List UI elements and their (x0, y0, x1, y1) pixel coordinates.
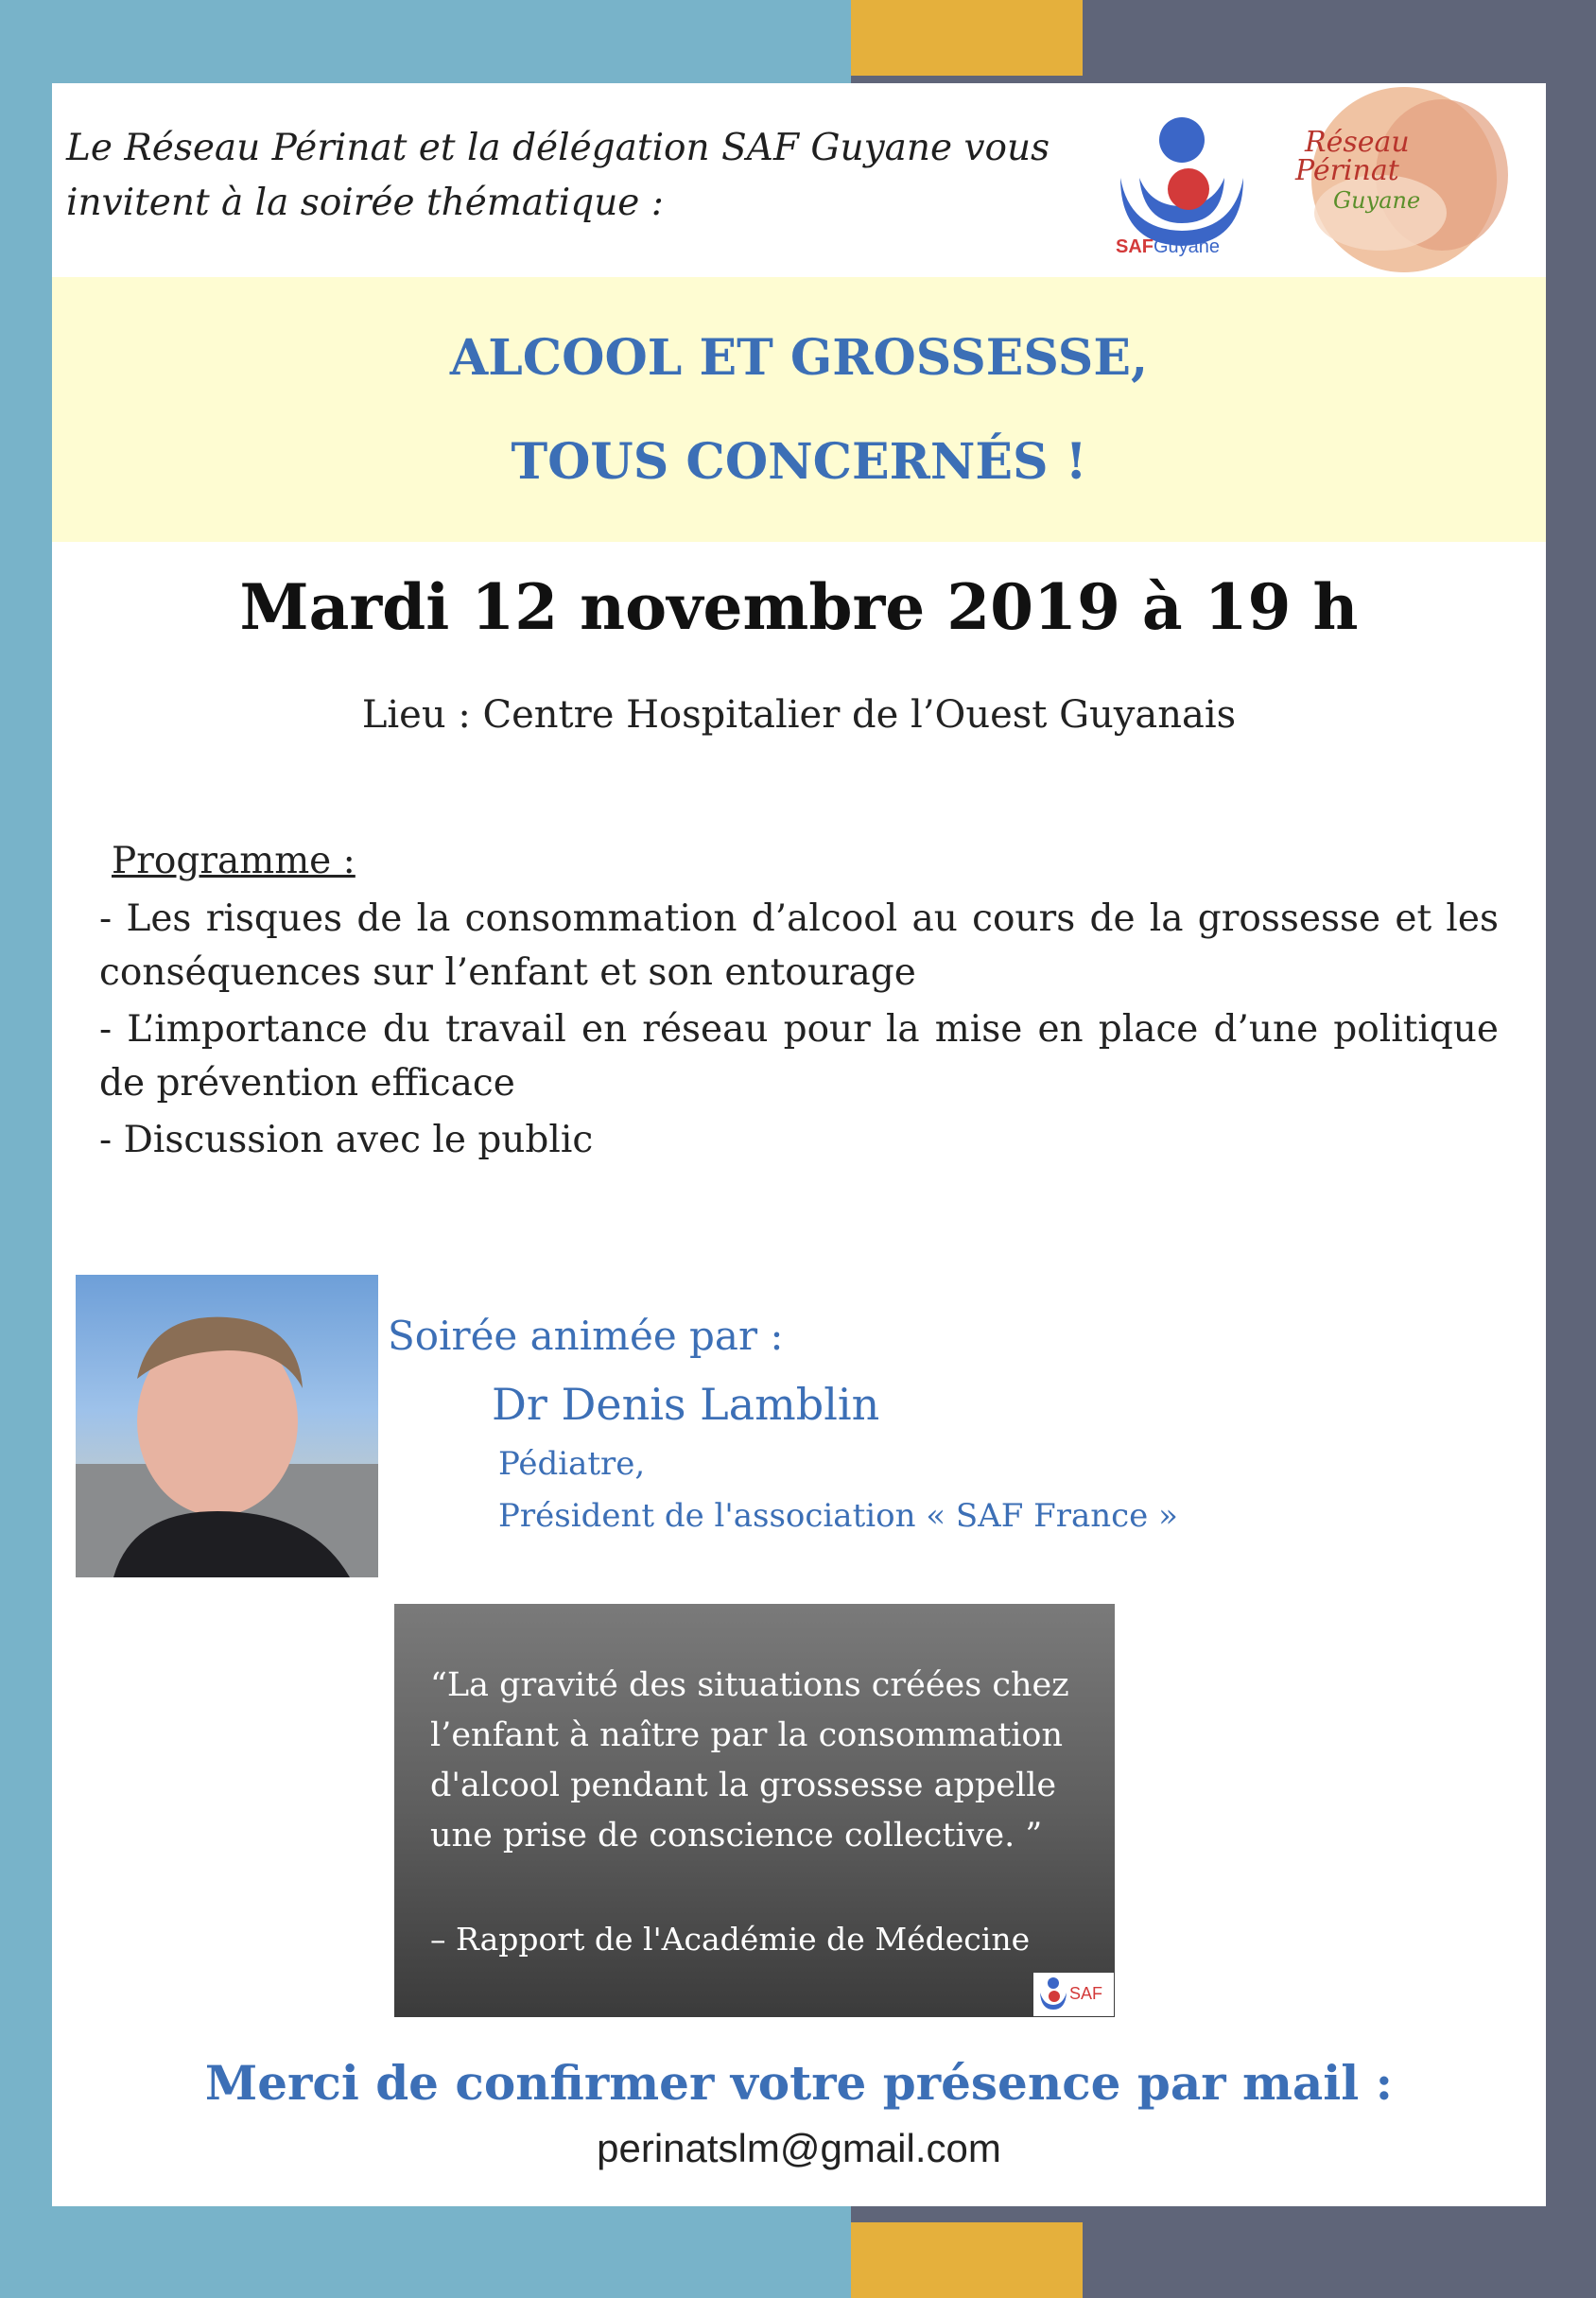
program-item: - Les risques de la consommation d’alcool au cours de la grossesse et les conséquences sur l’enfant et son entourage (99, 897, 1499, 994)
quote-line: “La gravité des situations créées chez (430, 1666, 1069, 1704)
quote-text (430, 1661, 1092, 1861)
event-title-line-2: TOUS CONCERNÉS ! (511, 433, 1087, 491)
contact-email[interactable]: perinatslm@gmail.com (597, 2126, 1001, 2170)
quote-source: – Rapport de l'Académie de Médecine (430, 1921, 1031, 1958)
event-title-line-1: ALCOOL ET GROSSESSE, (449, 329, 1149, 387)
speaker-photo (76, 1275, 378, 1577)
intro-text (66, 121, 1106, 231)
flyer-page (52, 83, 1546, 2206)
saf-logo-icon (1037, 1976, 1069, 2013)
program-item: - Discussion avec le public (99, 1119, 594, 1161)
speaker-name: Dr Denis Lamblin (492, 1379, 880, 1430)
frame-band-bottom-gold (851, 2222, 1083, 2298)
svg-text:Périnat: Périnat (1295, 154, 1399, 187)
reseau-perinat-guyane-logo (1276, 85, 1532, 274)
speaker-intro-label: Soirée animée par : (388, 1313, 784, 1359)
svg-text:Guyane: Guyane (1333, 187, 1421, 214)
title-band (52, 277, 1546, 542)
svg-text:Réseau: Réseau (1305, 126, 1410, 159)
quote-saf-logo-text: SAF (1069, 1984, 1103, 2003)
speaker-affiliation: Président de l'association « SAF France » (498, 1497, 1178, 1535)
program-list (99, 892, 1499, 1170)
frame-band-top-gold (851, 0, 1083, 76)
rsvp-text: Merci de confirmer votre présence par mail : (204, 2055, 1394, 2111)
quote-line: une prise de conscience collective. ” (430, 1817, 1043, 1854)
quote-box (394, 1604, 1115, 2017)
speaker-role: Pédiatre, (498, 1445, 646, 1483)
program-heading: Programme : (112, 840, 356, 882)
saf-guyane-logo-text: SAFGuyane (1116, 236, 1221, 257)
intro-line-2: invitent à la soirée thématique : (66, 182, 664, 224)
event-location: Lieu : Centre Hospitalier de l’Ouest Guyanais (361, 693, 1237, 737)
intro-line-1: Le Réseau Périnat et la délégation SAF Guyane vous (66, 127, 1050, 169)
quote-line: d'alcool pendant la grossesse appelle (430, 1767, 1057, 1804)
speaker-portrait-icon (76, 1275, 378, 1577)
quote-saf-logo (1033, 1973, 1114, 2016)
frame-band-bottom-blue (0, 2222, 851, 2298)
quote-line: l’enfant à naître par la consommation (430, 1716, 1064, 1754)
event-date: Mardi 12 novembre 2019 à 19 h (239, 570, 1359, 644)
program-item: - L’importance du travail en réseau pour la mise en place d’une politique de prévention efficace (99, 1008, 1499, 1105)
